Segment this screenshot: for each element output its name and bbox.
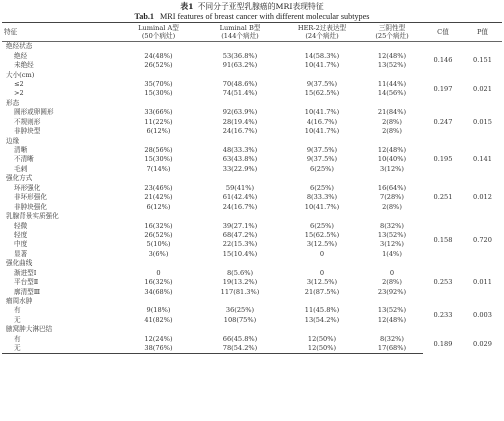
header-feature: 特征	[2, 23, 120, 42]
group-label: 乳腺背景实质强化	[6, 212, 59, 221]
value-cell: 36(25%)	[225, 306, 255, 315]
value-cell: 39(27.1%)	[222, 221, 258, 230]
row-label: 非肿块强化	[14, 202, 47, 211]
value-cell: 15(62.5%)	[304, 230, 340, 239]
group-label: 绝经状态	[6, 42, 33, 51]
value-cell: 11(45.8%)	[304, 306, 340, 315]
group-label: 边缘	[6, 136, 20, 145]
p-value-cell: 0.720	[473, 235, 492, 244]
p-value-cell: 0.029	[473, 339, 492, 348]
group-label: 形态	[6, 98, 20, 107]
value-cell: 3(12%)	[380, 240, 404, 249]
value-cell: 9(37.5%)	[306, 146, 338, 155]
table-row	[2, 80, 502, 89]
row-label: 毛刺	[14, 164, 28, 173]
value-cell: 16(32%)	[144, 221, 173, 230]
row-label: >2	[14, 89, 24, 98]
c-value-cell: 0.233	[433, 311, 453, 320]
c-value-cell: 0.146	[433, 56, 453, 65]
value-cell: 13(52%)	[377, 230, 407, 239]
c-value-cell: 0.195	[433, 155, 453, 164]
row-label: 有	[14, 306, 21, 315]
value-cell: 2(8%)	[382, 117, 402, 126]
table-title-en-text: MRI features of breast cancer with different molecular subtypes	[160, 12, 370, 21]
value-cell: 15(10.4%)	[222, 249, 258, 258]
value-cell: 117(81.3%)	[220, 287, 260, 296]
row-label: 不规则形	[14, 117, 41, 126]
value-cell: 13(52%)	[377, 306, 407, 315]
group-label: 强化曲线	[6, 259, 33, 268]
value-cell: 14(58.3%)	[304, 51, 340, 60]
row-label: 廓清型Ⅲ	[14, 287, 41, 296]
p-value-cell: 0.141	[473, 155, 492, 164]
value-cell: 33(22.9%)	[222, 164, 258, 173]
value-cell: 6(25%)	[310, 164, 334, 173]
value-cell: 13(54.2%)	[304, 315, 340, 324]
c-value-cell: 0.247	[433, 117, 453, 126]
value-cell: 28(19.4%)	[222, 117, 258, 126]
value-cell: 5(10%)	[146, 240, 171, 249]
value-cell: 10(41.7%)	[304, 202, 340, 211]
p-value-cell: 0.021	[473, 84, 492, 93]
value-cell: 10(41.7%)	[304, 108, 340, 117]
value-cell: 4(16.7%)	[306, 117, 338, 126]
row-label: 中度	[14, 240, 28, 249]
value-cell: 3(6%)	[148, 249, 169, 258]
value-cell: 15(62.5%)	[304, 89, 340, 98]
value-cell: 24(48%)	[144, 51, 173, 60]
value-cell: 7(14%)	[146, 164, 171, 173]
header-her2: HER-2过表达型 (24个病灶)	[283, 23, 361, 42]
value-cell: 8(5.6%)	[226, 268, 254, 277]
row-label: 圆形或卵圆形	[14, 108, 54, 117]
value-cell: 8(32%)	[380, 334, 404, 343]
value-cell: 92(63.9%)	[222, 108, 258, 117]
value-cell: 15(30%)	[144, 89, 173, 98]
row-label: 清晰	[14, 146, 28, 155]
header-luminal-a: Luminal A型 (50个病灶)	[120, 23, 197, 42]
value-cell: 10(41.7%)	[304, 127, 340, 136]
value-cell: 6(25%)	[310, 221, 334, 230]
value-cell: 23(92%)	[377, 287, 407, 296]
c-value-cell: 0.253	[433, 278, 453, 287]
p-value-cell: 0.015	[473, 117, 492, 126]
table-body	[2, 42, 502, 354]
table-number-cn: 表1	[180, 2, 194, 11]
value-cell: 6(25%)	[310, 183, 334, 192]
header-p-value: P值	[463, 23, 502, 42]
row-label: 未绝经	[14, 61, 34, 70]
value-cell: 74(51.4%)	[222, 89, 258, 98]
value-cell: 41(82%)	[144, 315, 173, 324]
value-cell: 12(48%)	[377, 51, 407, 60]
value-cell: 12(50%)	[283, 344, 361, 354]
p-value-cell: 0.151	[473, 56, 492, 65]
value-cell: 24(16.7%)	[222, 127, 258, 136]
value-cell: 12(48%)	[377, 146, 407, 155]
value-cell: 26(52%)	[144, 61, 173, 70]
table-row	[2, 108, 502, 117]
p-value-cell: 0.003	[473, 311, 492, 320]
p-value-cell: 0.012	[473, 193, 492, 202]
value-cell: 14(56%)	[377, 89, 407, 98]
value-cell: 63(43.8%)	[222, 155, 258, 164]
value-cell: 3(12%)	[380, 164, 404, 173]
value-cell: 16(64%)	[377, 183, 407, 192]
value-cell: 1(4%)	[382, 249, 402, 258]
group-label: 腋窝肿大淋巴结	[6, 325, 53, 334]
value-cell: 21(87.5%)	[304, 287, 340, 296]
row-label: 轻微	[14, 221, 28, 230]
value-cell: 78(54.2%)	[197, 344, 283, 354]
value-cell: 26(52%)	[144, 230, 173, 239]
c-value-cell: 0.189	[433, 339, 453, 348]
value-cell: 8(32%)	[380, 221, 404, 230]
value-cell: 28(56%)	[144, 146, 173, 155]
group-row	[2, 325, 502, 334]
value-cell: 68(47.2%)	[222, 230, 258, 239]
mri-features-table	[2, 22, 502, 354]
table-row	[2, 221, 502, 230]
p-value-cell: 0.011	[473, 278, 492, 287]
row-label: 轻度	[14, 230, 28, 239]
value-cell: 0	[319, 249, 325, 258]
value-cell: 6(12%)	[146, 202, 171, 211]
value-cell: 48(33.3%)	[222, 146, 258, 155]
c-value-cell: 0.197	[433, 84, 453, 93]
table-title-cn	[0, 0, 504, 12]
row-label: 非肿块型	[14, 127, 41, 136]
value-cell: 61(42.4%)	[222, 193, 258, 202]
value-cell: 9(37.5%)	[306, 155, 338, 164]
row-label: 显著	[14, 249, 28, 258]
value-cell: 9(18%)	[146, 306, 171, 315]
c-value-cell: 0.251	[433, 193, 453, 202]
group-row	[2, 259, 502, 268]
header-row	[2, 23, 502, 42]
group-row	[2, 212, 502, 221]
value-cell: 108(75%)	[223, 315, 257, 324]
value-cell: 38(76%)	[120, 344, 197, 354]
row-label: 非环形强化	[14, 193, 47, 202]
table-row	[2, 269, 502, 278]
table-number-en: Tab.1	[134, 12, 155, 21]
value-cell: 0	[319, 268, 325, 277]
value-cell: 22(15.3%)	[222, 240, 258, 249]
row-label: 不清晰	[14, 155, 34, 164]
row-label: 平台型Ⅱ	[14, 278, 39, 287]
value-cell: 9(37.5%)	[306, 79, 338, 88]
table-title-en	[0, 12, 504, 22]
value-cell: 11(22%)	[144, 117, 173, 126]
group-row	[2, 297, 502, 306]
value-cell: 2(8%)	[382, 127, 402, 136]
value-cell: 34(68%)	[144, 287, 173, 296]
table-row	[2, 184, 502, 193]
row-label: 绝经	[14, 51, 28, 60]
value-cell: 17(68%)	[361, 344, 423, 354]
row-label: 环形强化	[14, 183, 41, 192]
table-title-cn-text: 不同分子亚型乳腺癌的MRI表现特征	[197, 2, 324, 11]
group-row	[2, 70, 502, 79]
value-cell: 33(66%)	[144, 108, 173, 117]
value-cell: 2(8%)	[382, 278, 402, 287]
value-cell: 35(70%)	[144, 79, 173, 88]
value-cell: 13(52%)	[377, 61, 407, 70]
group-label: 大小(cm)	[6, 70, 35, 79]
table-row	[2, 146, 502, 155]
value-cell: 0	[156, 268, 161, 277]
c-value-cell: 0.158	[433, 235, 453, 244]
value-cell: 53(36.8%)	[222, 51, 258, 60]
value-cell: 10(41.7%)	[304, 61, 340, 70]
value-cell: 91(63.2%)	[222, 61, 258, 70]
value-cell: 0	[389, 268, 395, 277]
value-cell: 21(84%)	[377, 108, 407, 117]
value-cell: 24(16.7%)	[222, 202, 258, 211]
value-cell: 66(45.8%)	[222, 334, 258, 343]
value-cell: 8(33.3%)	[306, 193, 338, 202]
value-cell: 16(32%)	[144, 278, 173, 287]
row-label: 无	[2, 344, 120, 354]
group-label: 瘤周水肿	[6, 297, 33, 306]
value-cell: 23(46%)	[144, 183, 173, 192]
group-label: 强化方式	[6, 174, 33, 183]
group-row	[2, 99, 502, 108]
group-row	[2, 42, 502, 52]
group-row	[2, 136, 502, 145]
header-triple-negative: 三阴性型 (25个病灶)	[361, 23, 423, 42]
value-cell: 70(48.6%)	[222, 79, 258, 88]
header-c-value: C值	[423, 23, 463, 42]
row-label: 有	[14, 334, 21, 343]
value-cell: 3(12.5%)	[306, 240, 338, 249]
row-label: ≤2	[14, 79, 24, 88]
row-label: 渐进型Ⅰ	[14, 268, 37, 277]
value-cell: 59(41%)	[225, 183, 255, 192]
header-luminal-b: Luminal B型 (144个病灶)	[197, 23, 283, 42]
value-cell: 12(50%)	[307, 334, 337, 343]
value-cell: 3(12.5%)	[306, 278, 338, 287]
table-row	[2, 306, 502, 315]
row-label: 无	[14, 315, 21, 324]
table-row	[2, 335, 502, 344]
value-cell: 12(24%)	[144, 334, 173, 343]
value-cell: 10(40%)	[377, 155, 407, 164]
value-cell: 11(44%)	[377, 79, 407, 88]
value-cell: 6(12%)	[146, 127, 171, 136]
value-cell: 19(13.2%)	[222, 278, 258, 287]
value-cell: 15(30%)	[144, 155, 173, 164]
table-row	[2, 51, 502, 60]
value-cell: 2(8%)	[382, 202, 402, 211]
group-row	[2, 174, 502, 183]
value-cell: 21(42%)	[144, 193, 173, 202]
value-cell: 7(28%)	[380, 193, 404, 202]
value-cell: 12(48%)	[377, 315, 407, 324]
